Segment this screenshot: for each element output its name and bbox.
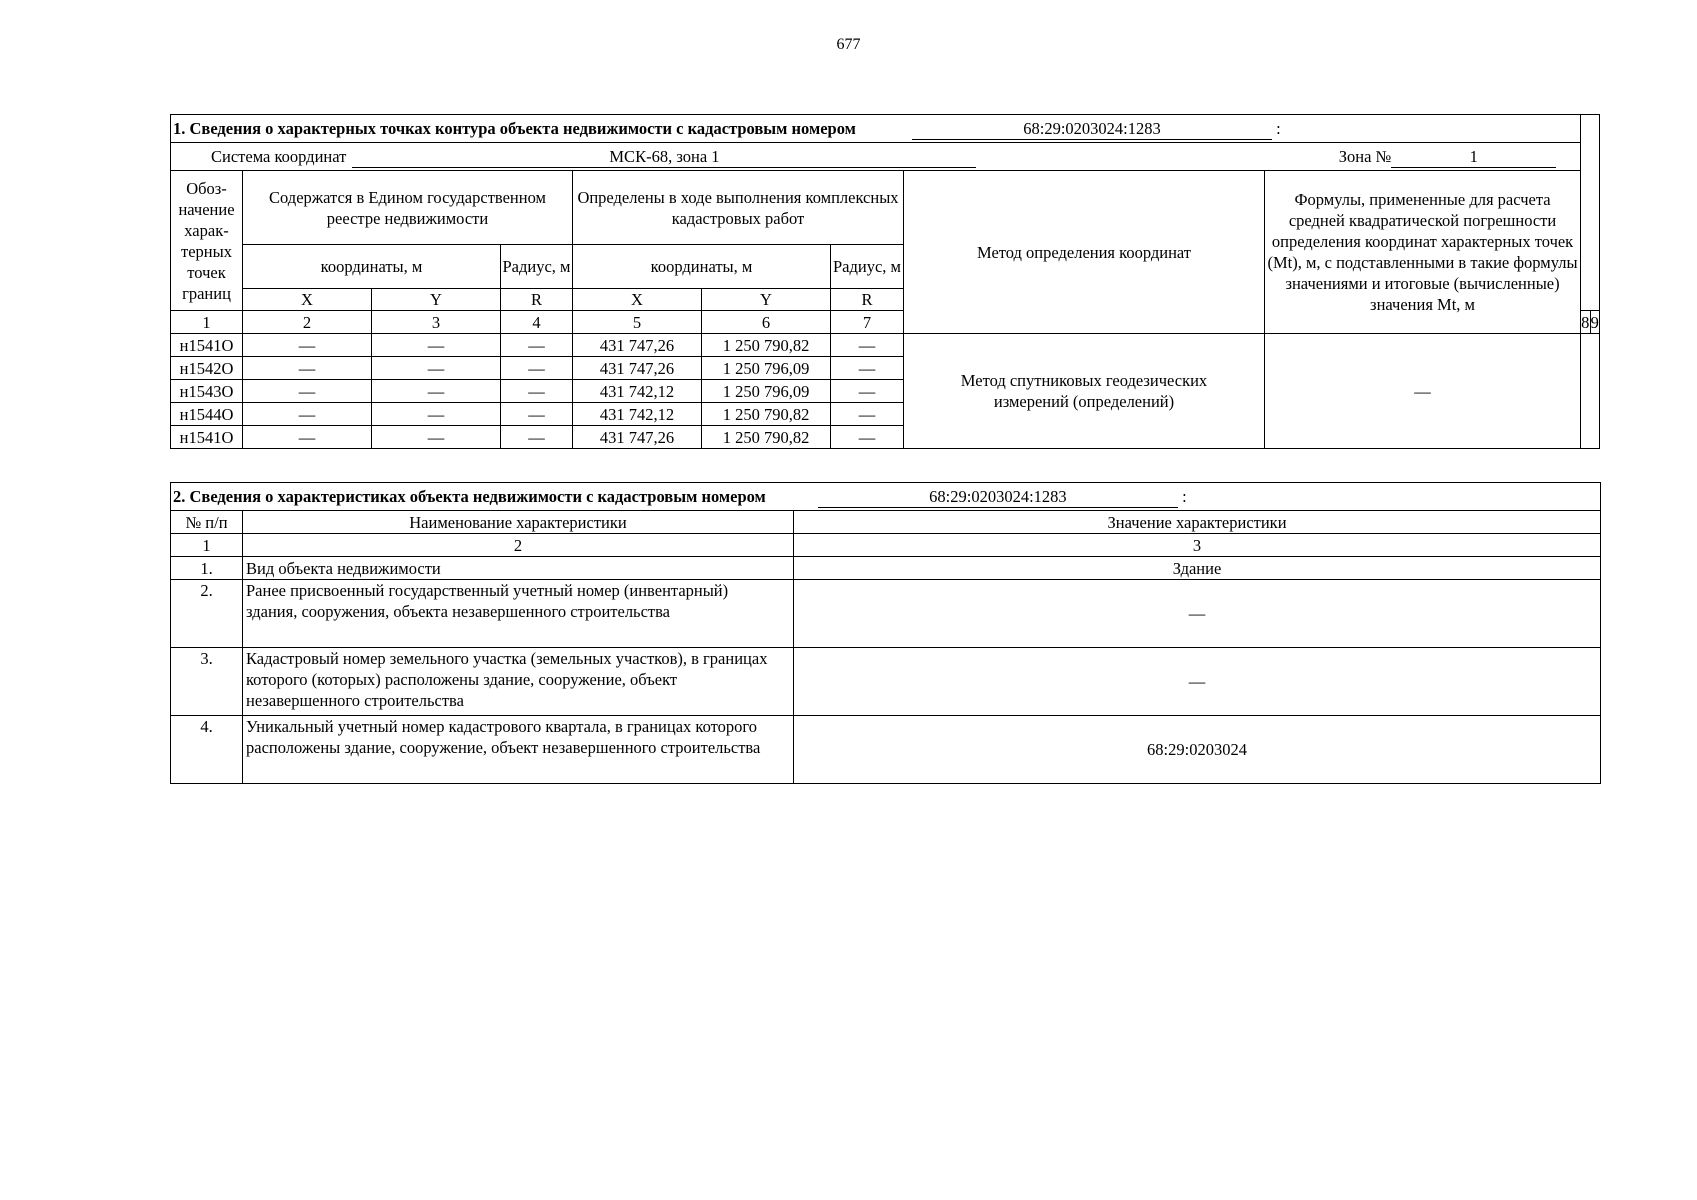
point-r2: — (831, 403, 904, 426)
coord-system-value: МСК-68, зона 1 (352, 146, 976, 168)
point-y2: 1 250 790,82 (702, 334, 831, 357)
characteristic-row (171, 557, 1601, 580)
header-y1: Y (372, 289, 501, 311)
section2-colon: : (1182, 486, 1187, 506)
header-name: Наименование характеристики (243, 511, 794, 534)
formula-value: — (1265, 334, 1581, 449)
point-r1: — (501, 357, 573, 380)
col-number: 7 (831, 311, 904, 334)
point-r2: — (831, 357, 904, 380)
point-x2: 431 747,26 (573, 334, 702, 357)
header-method: Метод определения координат (904, 171, 1265, 334)
point-x1: — (243, 426, 372, 449)
characteristic-name: Вид объекта недвижимости (243, 557, 794, 580)
characteristic-row (171, 580, 1601, 648)
col-number: 3 (794, 534, 1601, 557)
characteristic-value: 68:29:0203024 (794, 716, 1601, 784)
point-y2: 1 250 790,82 (702, 403, 831, 426)
point-r1: — (501, 403, 573, 426)
point-row (171, 334, 1600, 357)
point-y1: — (372, 357, 501, 380)
section2-title: 2. Сведения о характеристиках объекта недвижимости с кадастровым номером (173, 486, 766, 506)
header-x1: X (243, 289, 372, 311)
header-r2: R (831, 289, 904, 311)
header-egrn-coords: координаты, м (243, 245, 501, 289)
characteristic-points-table (170, 114, 1600, 449)
point-name: н1541О (171, 426, 243, 449)
page-number: 677 (836, 36, 861, 53)
characteristic-value: — (794, 648, 1601, 716)
col-number: 1 (171, 311, 243, 334)
point-x2: 431 742,12 (573, 403, 702, 426)
characteristic-num: 4. (171, 716, 243, 784)
zone-value: 1 (1391, 146, 1556, 168)
header-designation: Обоз-начение харак-терных точек границ (171, 171, 243, 311)
point-y2: 1 250 796,09 (702, 357, 831, 380)
point-y2: 1 250 790,82 (702, 426, 831, 449)
section1-title-row (171, 115, 1581, 143)
point-x1: — (243, 334, 372, 357)
point-r1: — (501, 334, 573, 357)
point-y2: 1 250 796,09 (702, 380, 831, 403)
col-number: 1 (171, 534, 243, 557)
point-x1: — (243, 403, 372, 426)
col-number: 3 (372, 311, 501, 334)
header-value: Значение характеристики (794, 511, 1601, 534)
characteristic-name: Кадастровый номер земельного участка (земельных участков), в границах которого (которых) расположены здание, сооружение, объект незавершенного строительства (243, 648, 794, 716)
section1-title: 1. Сведения о характерных точках контура объекта недвижимости с кадастровым номером (173, 118, 856, 138)
point-name: н1543О (171, 380, 243, 403)
header-y2: Y (702, 289, 831, 311)
point-x1: — (243, 357, 372, 380)
characteristic-name: Уникальный учетный номер кадастрового квартала, в границах которого расположены здание, сооружение, объект незавершенного строительства (243, 716, 794, 784)
characteristic-num: 2. (171, 580, 243, 648)
characteristic-row (171, 716, 1601, 784)
section2-title-row (171, 483, 1601, 511)
col-number: 2 (243, 311, 372, 334)
col-number: 4 (501, 311, 573, 334)
zone-label: Зона № (1338, 146, 1392, 166)
header-num: № п/п (171, 511, 243, 534)
col-number: 9 (1590, 312, 1599, 332)
point-r1: — (501, 380, 573, 403)
col-number: 5 (573, 311, 702, 334)
characteristic-value: Здание (794, 557, 1601, 580)
point-x1: — (243, 380, 372, 403)
object-characteristics-table (170, 482, 1601, 784)
section2-cadastral-number: 68:29:0203024:1283 (818, 486, 1178, 508)
col-number: 2 (243, 534, 794, 557)
point-name: н1544О (171, 403, 243, 426)
characteristic-value: — (794, 580, 1601, 648)
section1-cadastral-number: 68:29:0203024:1283 (912, 118, 1272, 140)
characteristic-row (171, 648, 1601, 716)
header-x2: X (573, 289, 702, 311)
point-y1: — (372, 426, 501, 449)
point-y1: — (372, 380, 501, 403)
characteristic-name: Ранее присвоенный государственный учетный номер (инвентарный) здания, сооружения, объекта незавершенного строительства (243, 580, 794, 648)
header-formulas: Формулы, примененные для расчета средней квадратической погрешности определения координат характерных точек (Mt), м, с подставленными в такие формулы значениями и итоговые (вычисленные) значения Mt, м (1265, 171, 1581, 334)
characteristic-num: 3. (171, 648, 243, 716)
header-kkr-radius: Радиус, м (831, 245, 904, 289)
point-y1: — (372, 403, 501, 426)
coord-system-row (171, 143, 1581, 171)
method-value: Метод спутниковых геодезических измерений (определений) (904, 334, 1265, 449)
point-r1: — (501, 426, 573, 449)
col-number: 6 (702, 311, 831, 334)
header-kkr-coords: координаты, м (573, 245, 831, 289)
point-y1: — (372, 334, 501, 357)
point-r2: — (831, 334, 904, 357)
point-name: н1542О (171, 357, 243, 380)
col-number: 8 (1581, 312, 1590, 332)
point-name: н1541О (171, 334, 243, 357)
header-egrn: Содержатся в Едином государственном реестре недвижимости (243, 171, 573, 245)
point-x2: 431 747,26 (573, 357, 702, 380)
characteristic-num: 1. (171, 557, 243, 580)
point-r2: — (831, 380, 904, 403)
point-r2: — (831, 426, 904, 449)
coord-system-label: Система координат (211, 146, 347, 166)
section1-colon: : (1276, 118, 1281, 138)
header-r1: R (501, 289, 573, 311)
header-egrn-radius: Радиус, м (501, 245, 573, 289)
point-x2: 431 742,12 (573, 380, 702, 403)
point-x2: 431 747,26 (573, 426, 702, 449)
header-kkr: Определены в ходе выполнения комплексных кадастровых работ (573, 171, 904, 245)
